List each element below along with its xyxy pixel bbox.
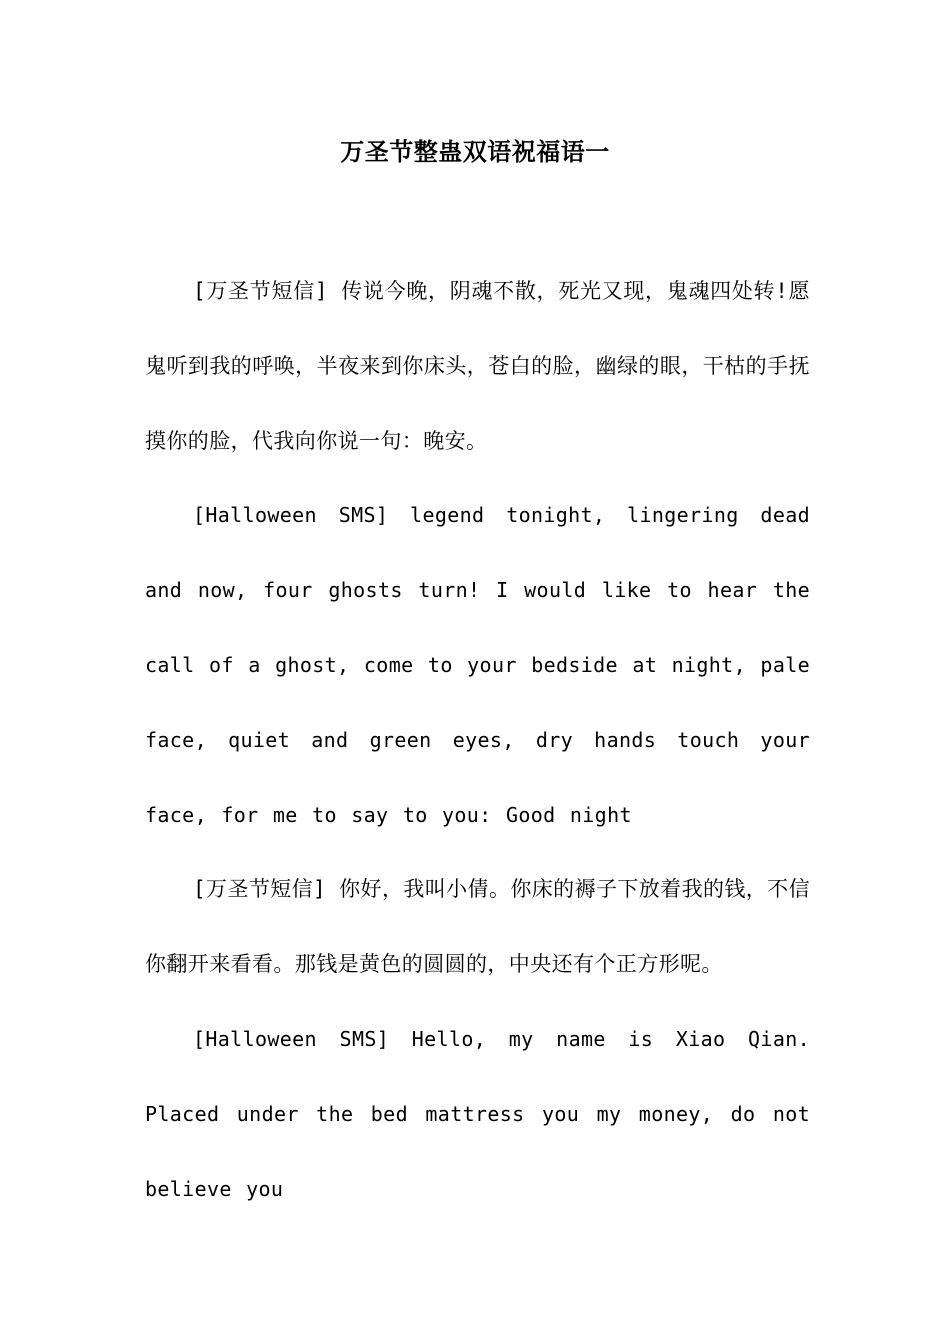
document-body <box>145 254 810 1226</box>
paragraph-zh-2: [万圣节短信] 你好，我叫小倩。你床的褥子下放着我的钱，不信你翻开来看看。那钱是黄色的圆圆的，中央还有个正方形呢。 <box>145 877 810 977</box>
paragraph-en-2: [Halloween SMS] Hello, my name is Xiao Qian. Placed under the bed mattress you my money, do not believe you <box>145 1026 810 1201</box>
paragraph-en-1: [Halloween SMS] legend tonight, lingering dead and now, four ghosts turn! I would like to hear the call of a ghost, come to your bedside at night, pale face, quiet and green eyes, dry hands touch your face, for me to say to you: Good night <box>145 503 810 827</box>
paragraph-zh-1: [万圣节短信] 传说今晚，阴魂不散，死光又现，鬼魂四处转!愿鬼听到我的呼唤，半夜来到你床头，苍白的脸，幽绿的眼，干枯的手抚摸你的脸，代我向你说一句：晚安。 <box>145 279 810 453</box>
document-title: 万圣节整蛊双语祝福语一 <box>340 137 610 166</box>
